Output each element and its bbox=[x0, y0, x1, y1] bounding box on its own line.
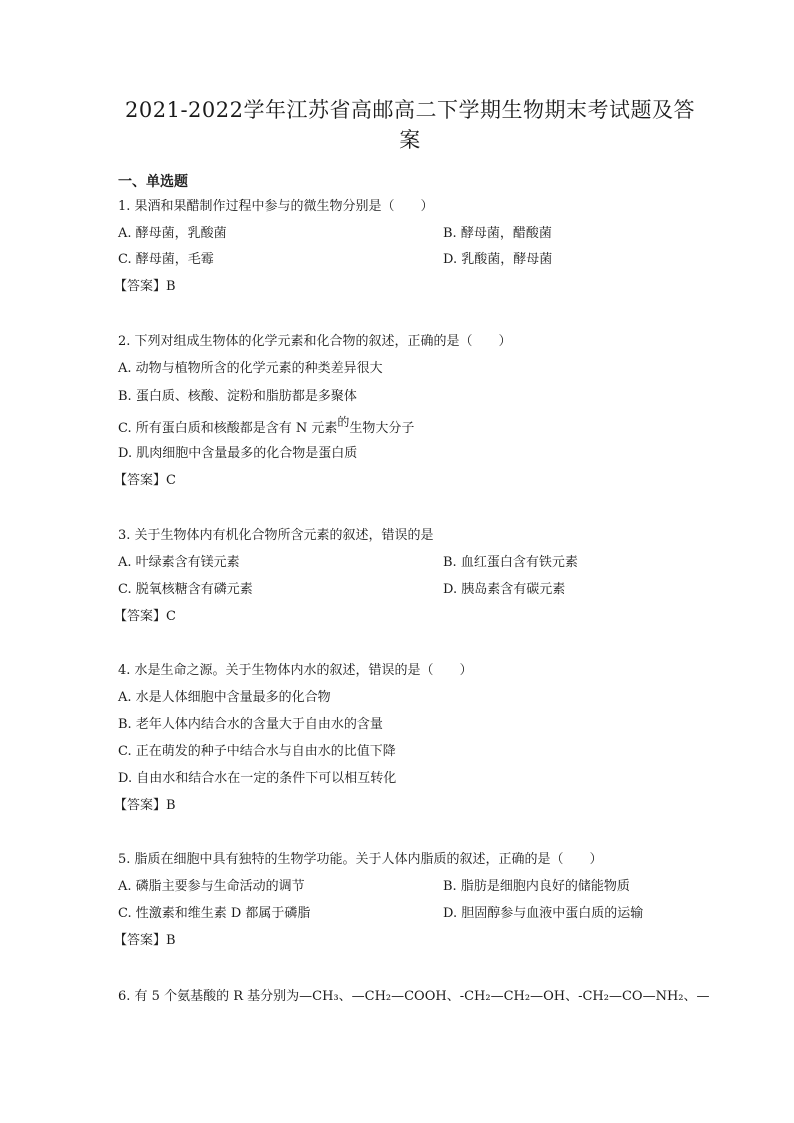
answer: 【答案】B bbox=[114, 798, 176, 813]
question-stem: 1. 果酒和果醋制作过程中参与的微生物分别是（ ） bbox=[118, 199, 434, 214]
option-c: C. 脱氧核糖含有磷元素 bbox=[118, 582, 253, 597]
question-stem: 4. 水是生命之源。关于生物体内水的叙述，错误的是（ ） bbox=[118, 663, 473, 678]
answer: 【答案】C bbox=[114, 473, 176, 488]
option-b: B. 老年人体内结合水的含量大于自由水的含量 bbox=[118, 717, 383, 732]
question-stem: 2. 下列对组成生物体的化学元素和化合物的叙述，正确的是（ ） bbox=[118, 334, 512, 349]
option-a: A. 磷脂主要参与生命活动的调节 bbox=[118, 879, 305, 894]
title-line-1: 2021-2022学年江苏省高邮高二下学期生物期末考试题及答 bbox=[125, 98, 695, 122]
option-c-text-2: 生物大分子 bbox=[349, 421, 415, 436]
option-d: D. 自由水和结合水在一定的条件下可以相互转化 bbox=[118, 771, 397, 786]
section-heading: 一、单选题 bbox=[118, 174, 188, 190]
option-c bbox=[118, 415, 415, 438]
option-b: B. 蛋白质、核酸、淀粉和脂肪都是多聚体 bbox=[118, 389, 357, 404]
option-b: B. 酵母菌，醋酸菌 bbox=[443, 226, 552, 241]
question-stem: 3. 关于生物体内有机化合物所含元素的叙述，错误的是 bbox=[118, 528, 434, 543]
option-c: C. 性激素和维生素 D 都属于磷脂 bbox=[118, 906, 311, 921]
answer: 【答案】B bbox=[114, 279, 176, 294]
answer: 【答案】C bbox=[114, 609, 176, 624]
question-stem: 5. 脂质在细胞中具有独特的生物学功能。关于人体内脂质的叙述，正确的是（ ） bbox=[118, 852, 603, 867]
question-stem: 6. 有 5 个氨基酸的 R 基分别为—CH₃、—CH₂—COOH、-CH₂—CH₂—OH、-CH₂—CO—NH₂、— bbox=[118, 989, 710, 1004]
option-d: D. 胰岛素含有碳元素 bbox=[443, 582, 566, 597]
option-a: A. 水是人体细胞中含量最多的化合物 bbox=[118, 690, 331, 705]
option-c: C. 酵母菌，毛霉 bbox=[118, 252, 214, 267]
option-a: A. 酵母菌，乳酸菌 bbox=[118, 226, 227, 241]
option-a: A. 动物与植物所含的化学元素的种类差异很大 bbox=[118, 361, 383, 376]
option-a: A. 叶绿素含有镁元素 bbox=[118, 555, 240, 570]
option-c-text-1: C. 所有蛋白质和核酸都是含有 N 元素 bbox=[118, 421, 338, 436]
option-d: D. 肌肉细胞中含量最多的化合物是蛋白质 bbox=[118, 446, 358, 461]
option-b: B. 脂肪是细胞内良好的储能物质 bbox=[443, 879, 630, 894]
option-c-superscript: 的 bbox=[337, 415, 350, 429]
document-title bbox=[110, 95, 710, 155]
option-b: B. 血红蛋白含有铁元素 bbox=[443, 555, 578, 570]
answer: 【答案】B bbox=[114, 933, 176, 948]
title-line-2: 案 bbox=[399, 128, 421, 152]
option-d: D. 乳酸菌，酵母菌 bbox=[443, 252, 553, 267]
option-d: D. 胆固醇参与血液中蛋白质的运输 bbox=[443, 906, 644, 921]
option-c: C. 正在萌发的种子中结合水与自由水的比值下降 bbox=[118, 744, 396, 759]
